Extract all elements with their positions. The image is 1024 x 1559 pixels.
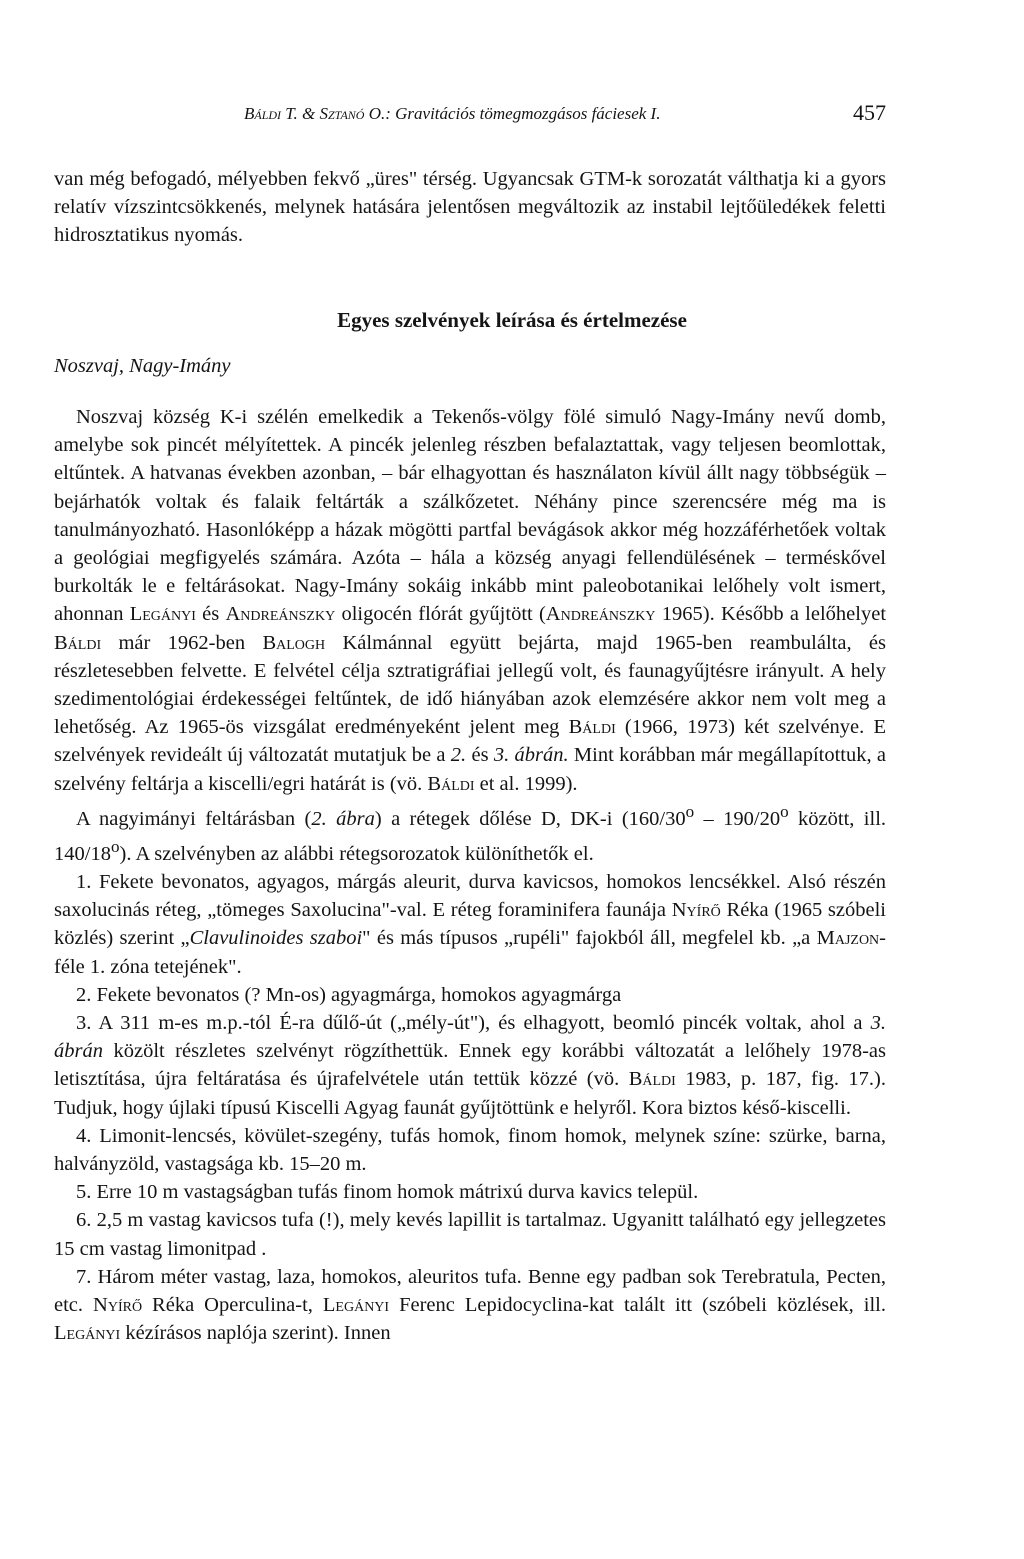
list-item-5: 5. Erre 10 m vastagságban tufás finom homok mátrixú durva kavics települ. [76,1181,699,1204]
running-header [244,100,880,128]
header-author-2: Sztanó O. [319,104,386,123]
paragraph-dip-directions: A nagyimányi feltárásban (2. ábra) a rétegek dőlése D, DK-i (160/30$^o$ – 190/20$^o$ között, ill. 140/18$^o$). A szelvényben az alábbi rétegsorozatok különíthetők el. [54,801,887,865]
locality-subheading: Noszvaj, Nagy-Imány [54,355,231,377]
intro-text: van még befogadó, mélyebben fekvő „üres" térség. Ugyancsak GTM-k sorozatát válthatja ki a gyors relatív vízszintcsökkenés, melynek hatására jelentősen megváltozik az instabil lejtőüledékek feletti hidrosztatikus nyomás. [54,168,886,247]
page-number: 457 [853,100,886,125]
intro-paragraph [54,165,886,250]
main-text [54,403,886,1347]
list-item-2: 2. Fekete bevonatos (? Mn-os) agyagmárga, homokos agyagmárga [76,983,622,1006]
list-item-3: 3. A 311 m-es m.p.-tól É-ra dűlő-út („mély-út"), és elhagyott, beomló pincék voltak, ahol a 3. ábrán közölt részletes szelvényt rögzíthettük. Ennek egy korábbi változatát a lelőhely 1978-as letisztítása, újra feltáratása és újrafelvétele után tettük közzé (vö. Báldi 1983, p. 187, fig. 17.). Tudjuk, hogy újlaki típusú Kiscelli Agyag faunát gyűjtöttünk e helyről. Kora biztos késő-kiscelli. [54,1011,886,1119]
section-title: Egyes szelvények leírása és értelmezése [337,308,687,332]
list-item-1: 1. Fekete bevonatos, agyagos, márgás aleurit, durva kavicsos, homokos lencsékkel. Alsó részén saxolucinás réteg, „tömeges Saxolucina"-val. E réteg foraminifera faunája Nyírő Réka (1965 szóbeli közlés) szerint „Clavulinoides szaboi" és más típusos „rupéli" fajokból áll, megfelel kb. „a Majzon-féle 1. zóna tetejének". [54,870,887,978]
header-author-1: Báldi T. [244,104,298,123]
list-item-6: 6. 2,5 m vastag kavicsos tufa (!), mely kevés lapillit is tartalmaz. Ugyanitt található egy jellegzetes 15 cm vastag limonitpad . [54,1209,886,1260]
list-item-7: 7. Három méter vastag, laza, homokos, aleuritos tufa. Benne egy padban sok Terebratula, Pecten, etc. Nyírő Réka Operculina-t, Legányi Ferenc Lepidocyclina-kat talált itt (szóbeli közlések, ill. Legányi kézírásos naplója szerint). Innen [54,1265,887,1345]
header-ampersand: & [302,104,316,123]
header-title: : Gravitációs tömegmozgásos fáciesek I. [385,104,661,123]
list-item-4: 4. Limonit-lencsés, kövület-szegény, tufás homok, finom homok, melynek színe: szürke, barna, halványzöld, vastagsága kb. 15–20 m. [54,1124,886,1175]
paragraph-locality-history: Noszvaj község K-i szélén emelkedik a Tekenős-völgy fölé simuló Nagy-Imány nevű domb, amelybe sok pincét mélyítettek. A pincék jelenleg részben befalaztattak, vagy teljesen beomlottak, eltűntek. A hatvanas években azonban, – bár elhagyottan és használaton kívül állt nagy többségük – bejárhatók voltak és falaik feltárták a szálkőzetet. Néhány pince szerencsére még ma is tanulmányozható. Hasonlóképp a házak mögötti partfal bevágások akkor még hozzáférhetőek voltak a geológiai megfigyelés számára. Azóta – hála a község anyagi fellendülésének – terméskővel burkolták le e feltárásokat. Nagy-Imány sokáig inkább mint paleobotanikai lelőhely volt ismert, ahonnan Legányi és Andreánszky oligocén flórát gyűjtött (Andreánszky 1965). Később a lelőhelyet Báldi már 1962-ben Balogh Kálmánnal együtt bejárta, majd 1965-ben reambulálta, és részletesebben felvette. E felvétel célja sztratigráfiai jellegű volt, és faunagyűjtésre irányult. A hely szedimentológiai érdekességei feltűntek, de idő hiányában azok elemzésére akkor nem volt meg a lehetőség. Az 1965-ös vizsgálat eredményeként jelent meg Báldi (1966, 1973) két szelvénye. E szelvények revideált új változatát mutatjuk be a 2. és 3. ábrán. Mint korábban már megállapítottuk, a szelvény feltárja a kiscelli/egri határát is (vö. Báldi et al. 1999). [54,406,887,795]
